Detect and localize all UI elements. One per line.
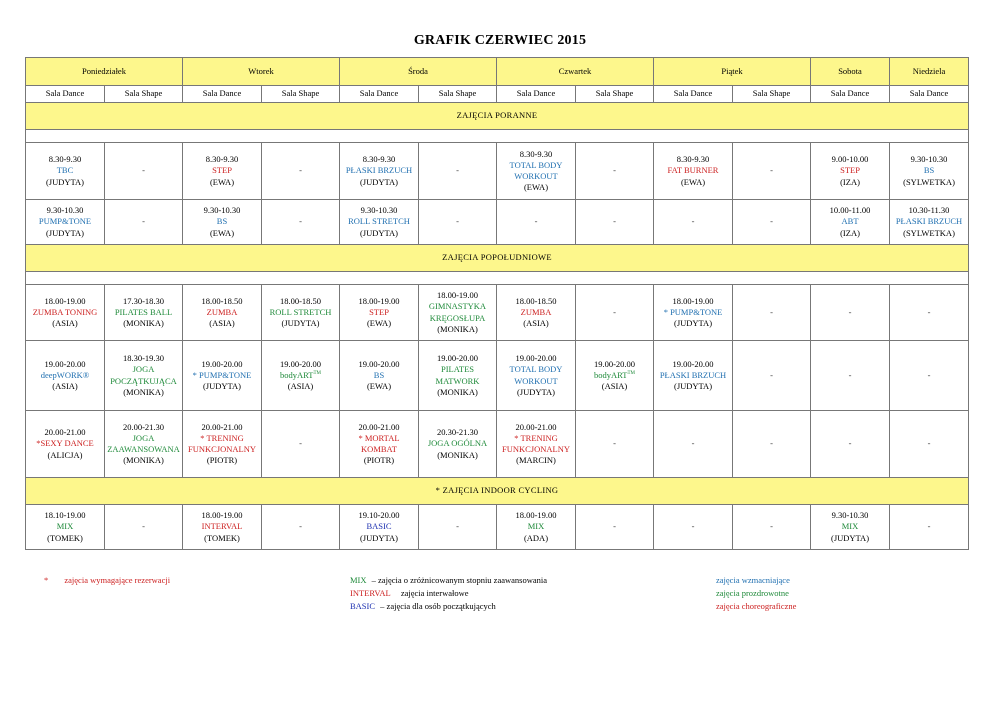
class-cell xyxy=(576,341,654,411)
class-name: - xyxy=(299,216,302,227)
legend-reservation-text: zajęcia wymagające rezerwacji xyxy=(64,575,171,585)
class-cell xyxy=(733,411,811,478)
class-name: FAT BURNER xyxy=(667,165,719,176)
class-instructor: (SYLWETKA) xyxy=(903,227,955,238)
room-label: Sala Dance xyxy=(830,88,870,99)
class-name: ZUMBA TONING xyxy=(32,306,98,317)
class-cell xyxy=(419,341,497,411)
class-cell xyxy=(26,411,105,478)
class-name: STEP xyxy=(212,165,232,176)
class-name: - xyxy=(927,438,931,449)
class-cell xyxy=(262,143,340,200)
class-instructor: (JUDYTA) xyxy=(830,532,870,543)
class-instructor: (EWA) xyxy=(366,381,392,392)
class-cell xyxy=(890,143,969,200)
class-name: - xyxy=(456,216,459,227)
class-name: INTERVAL xyxy=(201,521,243,532)
class-name: ROLL STRETCH xyxy=(269,306,332,317)
class-cell xyxy=(890,285,969,341)
class-cell xyxy=(654,143,733,200)
class-cell xyxy=(340,143,419,200)
class-instructor: (MONIKA) xyxy=(437,323,478,334)
class-instructor: (PIOTR) xyxy=(206,455,238,466)
class-name: - xyxy=(534,216,538,227)
class-name: - xyxy=(927,306,931,317)
class-cell xyxy=(811,285,890,341)
class-time: 10.00-11.00 xyxy=(829,205,871,216)
section-label: * ZAJĘCIA INDOOR CYCLING xyxy=(435,485,559,496)
class-cell xyxy=(733,341,811,411)
class-name: PILATES MATWORK xyxy=(435,364,480,386)
class-name: TOTAL BODY WORKOUT xyxy=(509,364,563,386)
class-name: - xyxy=(613,216,616,227)
class-time: 8.30-9.30 xyxy=(362,154,396,165)
class-cell xyxy=(497,505,576,550)
class-name: deepWORK® xyxy=(40,369,90,380)
class-time: 18.00-19.00 xyxy=(515,510,557,521)
class-cell xyxy=(419,411,497,478)
class-time: 18.00-19.00 xyxy=(672,295,714,306)
class-name: MIX xyxy=(841,521,859,532)
class-time: 20.00-21.30 xyxy=(122,421,165,432)
room-label: Sala Shape xyxy=(752,88,791,99)
class-name: ROLL STRETCH xyxy=(348,216,410,227)
class-name: - xyxy=(848,306,852,317)
class-cell xyxy=(733,143,811,200)
class-cell xyxy=(497,143,576,200)
class-name: MIX xyxy=(527,521,545,532)
class-name: - xyxy=(770,306,773,317)
day-label: Sobota xyxy=(838,65,862,76)
class-name: - xyxy=(691,438,695,449)
room-label: Sala Dance xyxy=(202,88,242,99)
day-label: Środa xyxy=(408,65,428,76)
class-name: BS xyxy=(373,369,385,380)
day-header xyxy=(890,58,969,86)
class-name: PILATES BALL xyxy=(114,306,173,317)
room-header xyxy=(811,86,890,103)
class-time: 9.30-10.30 xyxy=(203,205,241,216)
class-time: 18.00-18.50 xyxy=(515,295,557,306)
class-cell xyxy=(183,200,262,245)
class-instructor: (TOMEK) xyxy=(204,532,240,543)
legend-mix-text: – zajęcia o zróżnicowanym stopniu zaawansowania xyxy=(371,575,548,585)
class-cell xyxy=(576,143,654,200)
day-header xyxy=(497,58,654,86)
class-instructor: (MONIKA) xyxy=(123,455,164,466)
class-time: 19.10-20.00 xyxy=(358,510,400,521)
class-cell xyxy=(183,411,262,478)
class-instructor: (ASIA) xyxy=(287,381,314,392)
room-label: Sala Shape xyxy=(595,88,634,99)
class-name: BS xyxy=(923,165,935,176)
class-cell xyxy=(654,505,733,550)
class-name: JOGA ZAAWANSOWANA xyxy=(107,432,180,454)
class-cell xyxy=(497,411,576,478)
class-name: - xyxy=(142,165,145,176)
class-instructor: (PIOTR) xyxy=(363,455,395,466)
class-cell xyxy=(26,341,105,411)
class-cell xyxy=(340,505,419,550)
class-name: - xyxy=(613,521,616,532)
day-header xyxy=(654,58,811,86)
class-instructor: (EWA) xyxy=(209,176,235,187)
class-name: PŁASKI BRZUCH xyxy=(659,369,727,380)
class-time: 19.00-20.00 xyxy=(515,353,557,364)
section-header xyxy=(26,103,969,130)
class-name: BASIC xyxy=(366,521,392,532)
class-name: MIX xyxy=(56,521,74,532)
room-label: Sala Shape xyxy=(438,88,477,99)
class-cell xyxy=(576,285,654,341)
class-time: 8.30-9.30 xyxy=(676,154,710,165)
class-name: bodyART™ xyxy=(594,369,635,380)
class-cell xyxy=(419,200,497,245)
class-name: - xyxy=(613,306,616,317)
class-instructor: (ASIA) xyxy=(52,318,78,329)
class-instructor: (ASIA) xyxy=(209,318,235,329)
class-cell xyxy=(811,341,890,411)
class-name: JOGA OGÓLNA xyxy=(427,438,488,449)
class-cell xyxy=(576,200,654,245)
class-cell xyxy=(497,341,576,411)
class-cell xyxy=(576,505,654,550)
class-name: ZUMBA xyxy=(206,306,238,317)
class-time: 10.30-11.30 xyxy=(908,205,950,216)
class-time: 18.00-19.00 xyxy=(358,295,400,306)
class-cell xyxy=(262,411,340,478)
class-instructor: (JUDYTA) xyxy=(45,227,85,238)
class-time: 9.30-10.30 xyxy=(831,510,869,521)
class-cell xyxy=(890,200,969,245)
class-cell xyxy=(654,411,733,478)
room-header xyxy=(419,86,497,103)
class-name: TOTAL BODY WORKOUT xyxy=(509,159,563,181)
class-instructor: (IZA) xyxy=(840,227,860,238)
class-time: 8.30-9.30 xyxy=(519,148,553,159)
class-cell xyxy=(576,411,654,478)
legend-health: zajęcia prozdrowotne xyxy=(716,588,789,598)
class-name: - xyxy=(927,369,931,380)
spacer-row xyxy=(26,130,969,143)
room-label: Sala Dance xyxy=(45,88,85,99)
class-name: - xyxy=(456,165,459,176)
class-instructor: (JUDYTA) xyxy=(281,318,320,329)
room-label: Sala Dance xyxy=(516,88,556,99)
class-name: - xyxy=(770,521,773,532)
class-name: - xyxy=(848,438,852,449)
class-time: 18.00-19.00 xyxy=(201,510,243,521)
class-cell xyxy=(262,285,340,341)
class-cell xyxy=(654,285,733,341)
legend-star: * xyxy=(44,575,49,585)
class-time: 19.00-20.00 xyxy=(436,353,479,364)
section-label: ZAJĘCIA POPOŁUDNIOWE xyxy=(442,252,552,263)
class-instructor: (EWA) xyxy=(366,318,392,329)
class-name: STEP xyxy=(840,165,860,176)
class-name: bodyART™ xyxy=(280,369,321,380)
class-instructor: (MONIKA) xyxy=(437,386,478,397)
class-instructor: (ASIA) xyxy=(601,381,628,392)
class-name: - xyxy=(691,521,695,532)
class-name: * TRENING FUNKCJONALNY xyxy=(187,432,256,454)
class-name: PŁASKI BRZUCH xyxy=(345,165,413,176)
legend-strengthening: zajęcia wzmacniające xyxy=(716,575,790,585)
class-cell xyxy=(340,411,419,478)
legend-basic-label: BASIC xyxy=(350,601,376,611)
class-instructor: (MARCIN) xyxy=(516,455,556,466)
class-time: 19.00-20.00 xyxy=(44,358,86,369)
class-cell xyxy=(262,505,340,550)
legend-interval-label: INTERVAL xyxy=(350,588,391,598)
class-name: PUMP&TONE xyxy=(38,216,92,227)
class-time: 19.00-20.00 xyxy=(201,358,243,369)
class-cell xyxy=(262,200,340,245)
room-header xyxy=(105,86,183,103)
class-time: 20.30-21.30 xyxy=(436,427,479,438)
page-title: GRAFIK CZERWIEC 2015 xyxy=(413,33,587,48)
class-name: - xyxy=(299,438,302,449)
class-cell xyxy=(105,285,183,341)
class-time: 19.00-20.00 xyxy=(358,358,400,369)
class-cell xyxy=(340,200,419,245)
class-name: - xyxy=(613,165,616,176)
day-label: Piątek xyxy=(721,65,743,76)
class-name: - xyxy=(299,521,302,532)
class-cell xyxy=(183,341,262,411)
class-cell xyxy=(105,341,183,411)
section-label: ZAJĘCIA PORANNE xyxy=(456,110,538,121)
day-header xyxy=(811,58,890,86)
class-cell xyxy=(890,341,969,411)
class-name: * TRENING FUNKCJONALNY xyxy=(501,432,570,454)
room-label: Sala Dance xyxy=(909,88,949,99)
class-time: 8.30-9.30 xyxy=(48,154,82,165)
trademark-sup: TM xyxy=(313,371,321,377)
class-instructor: (JUDYTA) xyxy=(516,386,556,397)
class-instructor: (EWA) xyxy=(680,176,706,187)
class-instructor: (JUDYTA) xyxy=(359,532,399,543)
room-label: Sala Dance xyxy=(673,88,713,99)
class-instructor: (ADA) xyxy=(523,532,549,543)
class-time: 8.30-9.30 xyxy=(205,154,239,165)
legend-levels xyxy=(350,574,547,613)
section-header xyxy=(26,245,969,272)
class-instructor: (JUDYTA) xyxy=(359,227,399,238)
legend-interval-text: zajęcia interwałowe xyxy=(400,588,469,598)
room-header xyxy=(26,86,105,103)
class-name: * MORTAL KOMBAT xyxy=(358,432,400,454)
class-instructor: (JUDYTA) xyxy=(45,176,85,187)
room-header xyxy=(733,86,811,103)
class-time: 20.00-21.00 xyxy=(44,427,86,438)
class-cell xyxy=(890,505,969,550)
class-name: - xyxy=(691,216,695,227)
class-name: GIMNASTYKA KRĘGOSŁUPA xyxy=(428,301,487,323)
class-cell xyxy=(105,411,183,478)
class-cell xyxy=(340,341,419,411)
class-instructor: (JUDYTA) xyxy=(202,381,242,392)
room-header xyxy=(654,86,733,103)
legend-reservation xyxy=(44,574,170,587)
class-instructor: (MONIKA) xyxy=(123,318,164,329)
class-cell xyxy=(26,200,105,245)
class-cell xyxy=(654,341,733,411)
room-header xyxy=(262,86,340,103)
day-header xyxy=(340,58,497,86)
day-label: Niedziela xyxy=(912,65,946,76)
class-instructor: (SYLWETKA) xyxy=(903,176,955,187)
legend-choreo: zajęcia choreograficzne xyxy=(716,601,797,611)
class-instructor: (ASIA) xyxy=(52,381,78,392)
class-instructor: (TOMEK) xyxy=(47,532,83,543)
class-cell xyxy=(811,411,890,478)
legend-basic-text: – zajęcia dla osób początkujących xyxy=(380,601,496,611)
class-cell xyxy=(419,143,497,200)
class-cell xyxy=(105,143,183,200)
class-cell xyxy=(497,285,576,341)
day-header xyxy=(26,58,183,86)
class-name: * PUMP&TONE xyxy=(192,369,252,380)
class-time: 20.00-21.00 xyxy=(358,421,400,432)
class-cell xyxy=(105,200,183,245)
class-time: 18.10-19.00 xyxy=(44,510,86,521)
class-name: - xyxy=(299,165,302,176)
spacer-row xyxy=(26,272,969,285)
class-time: 20.00-21.00 xyxy=(201,421,243,432)
trademark-sup: TM xyxy=(627,371,635,377)
class-cell xyxy=(733,285,811,341)
class-time: 18.30-19.30 xyxy=(122,353,165,364)
class-cell xyxy=(733,200,811,245)
class-instructor: (JUDYTA) xyxy=(673,318,713,329)
class-cell xyxy=(105,505,183,550)
class-name: STEP xyxy=(369,306,389,317)
class-cell xyxy=(183,505,262,550)
class-time: 18.00-18.50 xyxy=(201,295,243,306)
class-time: 18.00-19.00 xyxy=(436,290,479,301)
class-time: 18.00-19.00 xyxy=(44,295,86,306)
class-name: - xyxy=(142,216,145,227)
class-instructor: (JUDYTA) xyxy=(673,381,713,392)
day-label: Wtorek xyxy=(248,65,274,76)
room-label: Sala Shape xyxy=(281,88,320,99)
class-name: ZUMBA xyxy=(520,306,552,317)
class-cell xyxy=(183,143,262,200)
class-name: - xyxy=(142,521,145,532)
class-name: - xyxy=(770,369,773,380)
class-name: * PUMP&TONE xyxy=(663,306,723,317)
class-name: - xyxy=(770,216,773,227)
class-cell xyxy=(419,505,497,550)
class-time: 19.00-20.00 xyxy=(593,358,636,369)
class-instructor: (ASIA) xyxy=(523,318,549,329)
class-time: 18.00-18.50 xyxy=(279,295,322,306)
class-name: - xyxy=(770,438,773,449)
class-time: 17.30-18.30 xyxy=(122,295,165,306)
class-time: 9.30-10.30 xyxy=(910,154,948,165)
class-name: - xyxy=(848,369,852,380)
class-cell xyxy=(26,143,105,200)
class-instructor: (JUDYTA) xyxy=(359,176,399,187)
class-cell xyxy=(733,505,811,550)
class-name: *SEXY DANCE xyxy=(36,438,94,449)
class-name: TBC xyxy=(56,165,74,176)
class-instructor: (MONIKA) xyxy=(437,449,478,460)
class-cell xyxy=(183,285,262,341)
schedule-table xyxy=(25,57,969,550)
room-header xyxy=(890,86,969,103)
class-name: - xyxy=(456,521,459,532)
class-cell xyxy=(811,505,890,550)
class-instructor: (ALICJA) xyxy=(47,449,83,460)
class-cell xyxy=(497,200,576,245)
class-time: 19.00-20.00 xyxy=(279,358,322,369)
day-label: Czwartek xyxy=(558,65,592,76)
section-header xyxy=(26,478,969,505)
day-label: Poniedziałek xyxy=(82,65,126,76)
class-name: JOGA POCZĄTKUJĄCA xyxy=(110,364,177,386)
class-cell xyxy=(340,285,419,341)
room-label: Sala Shape xyxy=(124,88,163,99)
class-name: PŁASKI BRZUCH xyxy=(895,216,963,227)
class-instructor: (MONIKA) xyxy=(123,386,164,397)
room-header xyxy=(183,86,262,103)
class-instructor: (EWA) xyxy=(209,227,235,238)
class-name: BS xyxy=(216,216,228,227)
class-cell xyxy=(26,285,105,341)
class-cell xyxy=(654,200,733,245)
class-name: - xyxy=(770,165,773,176)
room-label: Sala Dance xyxy=(359,88,399,99)
class-cell xyxy=(890,411,969,478)
class-cell xyxy=(811,143,890,200)
room-header xyxy=(340,86,419,103)
class-cell xyxy=(262,341,340,411)
class-time: 9.00-10.00 xyxy=(831,154,869,165)
class-cell xyxy=(811,200,890,245)
class-time: 20.00-21.00 xyxy=(515,421,557,432)
class-instructor: (EWA) xyxy=(523,182,549,193)
legend-mix-label: MIX xyxy=(350,575,367,585)
room-header xyxy=(497,86,576,103)
room-header xyxy=(576,86,654,103)
class-cell xyxy=(26,505,105,550)
class-name: - xyxy=(927,521,931,532)
class-instructor: (IZA) xyxy=(840,176,860,187)
class-time: 9.30-10.30 xyxy=(46,205,84,216)
class-time: 9.30-10.30 xyxy=(360,205,398,216)
class-time: 19.00-20.00 xyxy=(672,358,714,369)
class-name: - xyxy=(613,438,616,449)
class-cell xyxy=(419,285,497,341)
day-header xyxy=(183,58,340,86)
legend-categories xyxy=(716,574,796,613)
class-name: ABT xyxy=(841,216,859,227)
